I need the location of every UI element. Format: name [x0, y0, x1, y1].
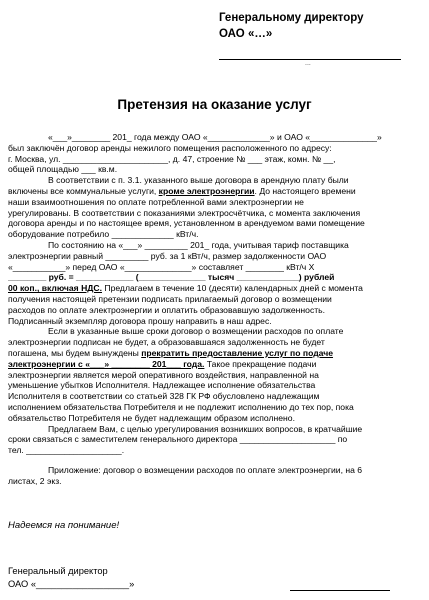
- body-line: Если в указанные выше сроки договор о возмещении расходов по оплате: [48, 326, 344, 337]
- body-line: [8, 186, 422, 197]
- body-line: «___»________ 201_ года между ОАО «_____________» и ОАО «______________»: [48, 132, 382, 142]
- body-line: электроэнергии подписан не будет, а образовавшаяся задолженность не будет: [8, 337, 325, 348]
- body-line: г. Москва, ул. ______________________, д. 47, строение № ___ этаж, комн. № __,: [8, 153, 336, 164]
- body-text: . До настоящего времени: [254, 185, 356, 196]
- document-title: Претензия на оказание услуг: [117, 97, 312, 112]
- attachment-line: Приложение: договор о возмещении расходов по оплате электроэнергии, на 6: [48, 464, 363, 475]
- body-line: Подписанный экземпляр договора прошу направить в наш адрес.: [8, 315, 272, 326]
- body-text: погашена, мы будем вынуждены: [8, 347, 139, 358]
- attachment-line: листах, 2 экз.: [8, 475, 62, 486]
- body-line: В соответствии с п. 3.1. указанного выше договора в арендную плату были: [48, 175, 349, 186]
- body-line: [8, 359, 422, 370]
- emphasis-stop-date: электроэнергии с «___» ________ 201___ года.: [8, 358, 205, 369]
- body-line: уменьшение убытков Исполнителя. Надлежащее исполнение обязательства: [8, 380, 316, 391]
- emphasis-vat: 00 коп., включая НДС.: [8, 283, 102, 294]
- body-line: [8, 283, 422, 294]
- spacer: [8, 456, 422, 465]
- addressee-dots: ...: [305, 60, 311, 67]
- body-line: был заключён договор аренды нежилого помещения расположенного по адресу:: [8, 142, 332, 153]
- addressee-title: Генеральному директору: [219, 12, 364, 24]
- body-line: [8, 348, 422, 359]
- body-text: Такое прекращение подачи: [204, 358, 317, 369]
- body-line: электроэнергии равный _________ руб. за 1 кВт/ч, размер задолженности ОАО: [8, 250, 327, 261]
- body-text: включены все коммунальные услуги,: [8, 185, 157, 196]
- emphasis-electricity: кроме электроэнергии: [158, 185, 255, 196]
- body-line: договора аренды и по настоящее время, установленном в арендуемом вами помещение: [8, 218, 365, 229]
- body-line: оборудование потребило _____________ кВт/ч.: [8, 229, 199, 240]
- closing-phrase: Надеемся на понимание!: [8, 520, 120, 531]
- body-line: «___________» перед ОАО «______________» составляет ________ кВт/ч Х: [8, 261, 315, 272]
- body-line: получения настоящей претензии подписать прилагаемый договор о возмещении: [8, 293, 332, 304]
- body-line-amount: ________ руб. = ____________ (______________ тысяч _____________) рублей: [8, 272, 335, 283]
- addressee-company: ОАО «…»: [219, 28, 273, 40]
- body-line: электроэнергии является мерой оперативного воздействия, направленной на: [8, 369, 319, 380]
- body-line: наши взаимоотношения по оплате потребленной вами электроэнергии не: [8, 196, 304, 207]
- body-line: Исполнителя в соответствии со статьей 328 ГК РФ обусловлено надлежащим: [8, 391, 320, 402]
- body-line: урегулированы. В соответствии с показаниями электросчётчика, с момента заключения: [8, 207, 361, 218]
- body-line: По состоянию на «___» _________ 201_ года, учитывая тариф поставщика: [48, 239, 349, 250]
- claim-body: [8, 132, 422, 487]
- body-line: обязательство Потребителя не будет надлежащим образом исполнено.: [8, 412, 295, 423]
- signature-title: Генеральный директор: [8, 566, 108, 576]
- signature-company: ОАО «__________________»: [8, 579, 135, 589]
- body-text: Предлагаем в течение 10 (десяти) календарных дней с момента: [102, 283, 363, 294]
- body-line: тел. ____________________.: [8, 445, 125, 456]
- body-line: исполнением обязательства Потребителя и не подлежит исполнению до тех пор, пока: [8, 401, 354, 412]
- body-line: общей площадью ___ кв.м.: [8, 164, 118, 175]
- signature-line: [290, 590, 390, 591]
- body-line: сроки связаться с заместителем генерального директора ____________________ по: [8, 434, 348, 445]
- emphasis-stop-service: прекратить предоставление услуг по подаче: [141, 347, 334, 358]
- body-line: Предлагаем Вам, с целью урегулирования возникших вопросов, в кратчайшие: [48, 423, 363, 434]
- body-line: расходов по оплате электроэнергии и оплатить образовавшую задолженность.: [8, 304, 326, 315]
